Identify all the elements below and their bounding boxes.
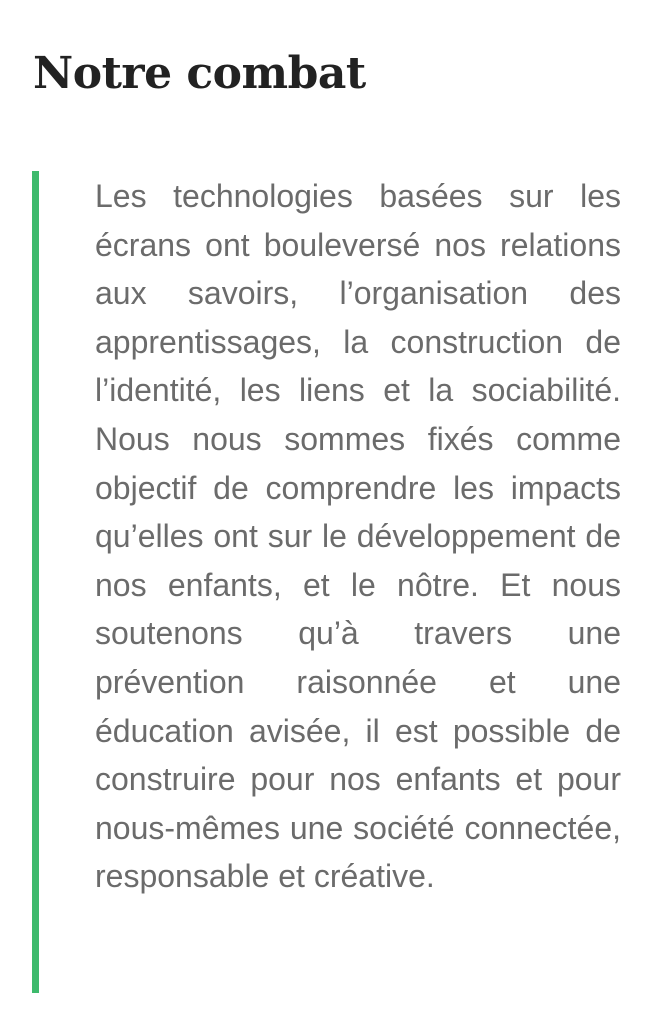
mission-blockquote — [32, 171, 621, 993]
mission-text: Les technologies basées sur les écrans ont bouleversé nos relations aux savoirs, l’organisation des apprentissages, la construction de l’identité, les liens et la sociabilité. Nous nous sommes fixés comme objectif de comprendre les impacts qu’elles ont sur le développement de nos enfants, et le nôtre. Et nous soutenons qu’à travers une prévention raisonnée et une éducation avisée, il est possible de construire pour nos enfants et pour nous-mêmes une société connectée, responsable et créative. — [95, 178, 621, 895]
section-title: Notre combat — [33, 48, 366, 99]
